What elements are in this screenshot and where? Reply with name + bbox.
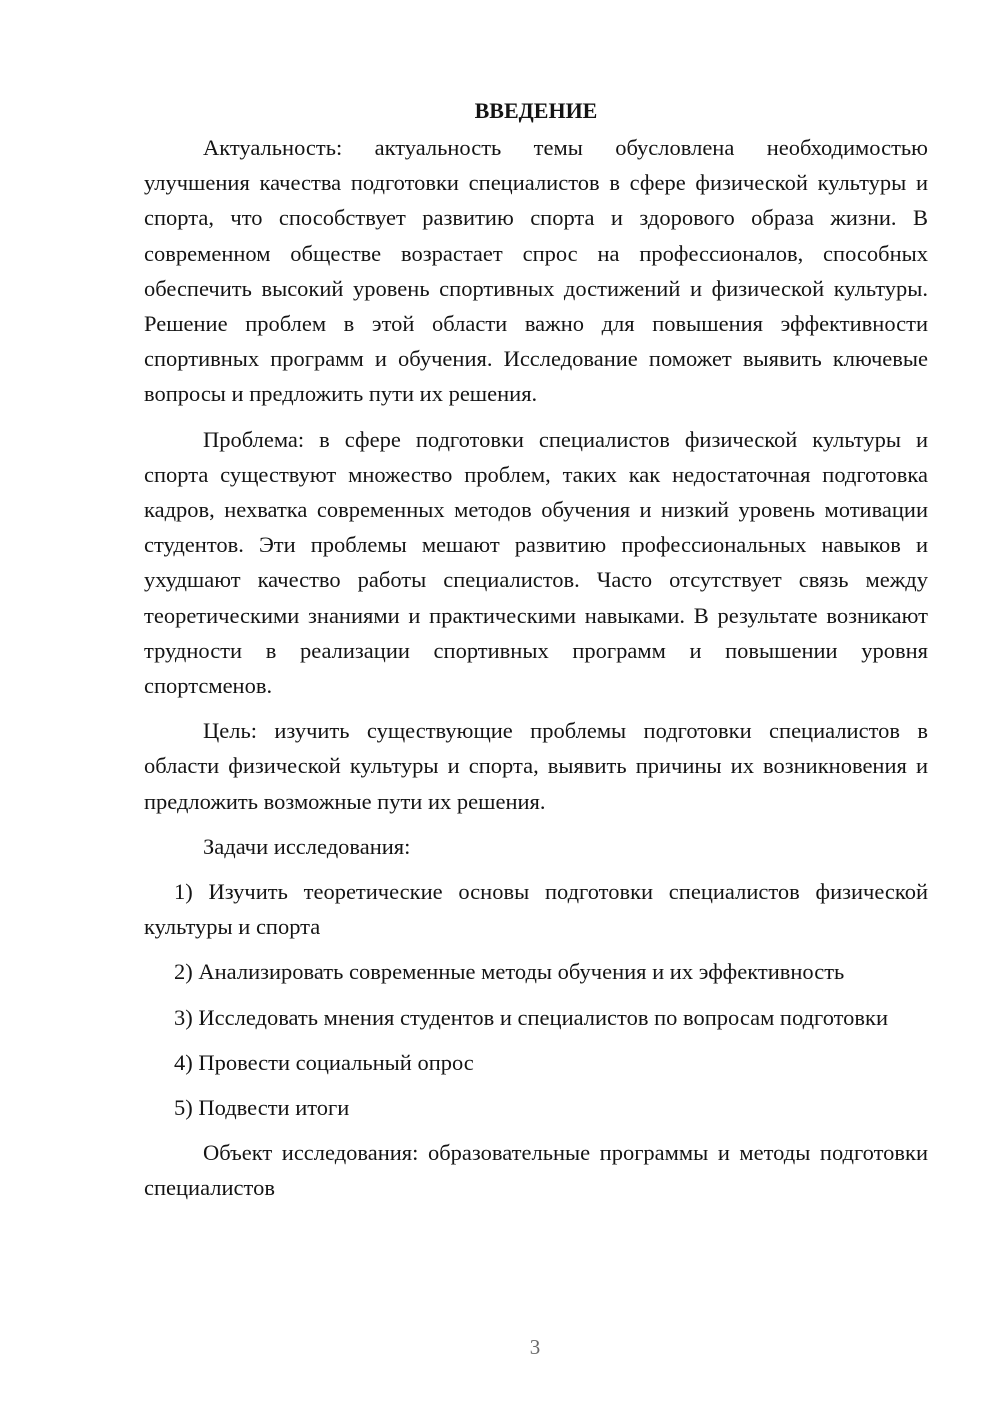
paragraph-problem: Проблема: в сфере подготовки специалистов физической культуры и спорта существуют множество проблем, таких как недостаточная подготовка кадров, нехватка современных методов обучения и низкий уровень мотивации студентов. Эти проблемы мешают развитию профессиональных навыков и ухудшают качество работы специалистов. Часто отсутствует связь между теоретическими знаниями и практическими навыками. В результате возникают трудности в реализации спортивных программ и повышении уровня спортсменов. — [144, 426, 928, 699]
paragraph-goal: Цель: изучить существующие проблемы подготовки специалистов в области физической культуры и спорта, выявить причины их возникновения и предложить возможные пути их решения. — [144, 718, 928, 814]
paragraph-actuality: Актуальность: актуальность темы обусловлена необходимостью улучшения качества подготовки специалистов в сфере физической культуры и спорта, что способствует развитию спорта и здорового образа жизни. В современном обществе возрастает спрос на профессионалов, способных обеспечить высокий уровень спортивных достижений и физической культуры. Решение проблем в этой области важно для повышения эффективности спортивных программ и обучения. Исследование поможет выявить ключевые вопросы и предложить пути их решения. — [144, 135, 928, 407]
tasks-heading: Задачи исследования: — [203, 833, 411, 859]
task-item: 1) Изучить теоретические основы подготовки специалистов физической культуры и спорта — [144, 879, 928, 940]
page-number: 3 — [529, 1335, 541, 1359]
section-title: ВВЕДЕНИЕ — [474, 98, 598, 123]
paragraph-object: Объект исследования: образовательные программы и методы подготовки специалистов — [144, 1140, 928, 1201]
task-item: 3) Исследовать мнения студентов и специалистов по вопросам подготовки — [174, 1004, 889, 1030]
task-item: 2) Анализировать современные методы обучения и их эффективность — [174, 959, 845, 985]
task-item: 4) Провести социальный опрос — [174, 1049, 474, 1075]
page-content — [144, 93, 928, 1206]
task-item: 5) Подвести итоги — [174, 1095, 350, 1121]
